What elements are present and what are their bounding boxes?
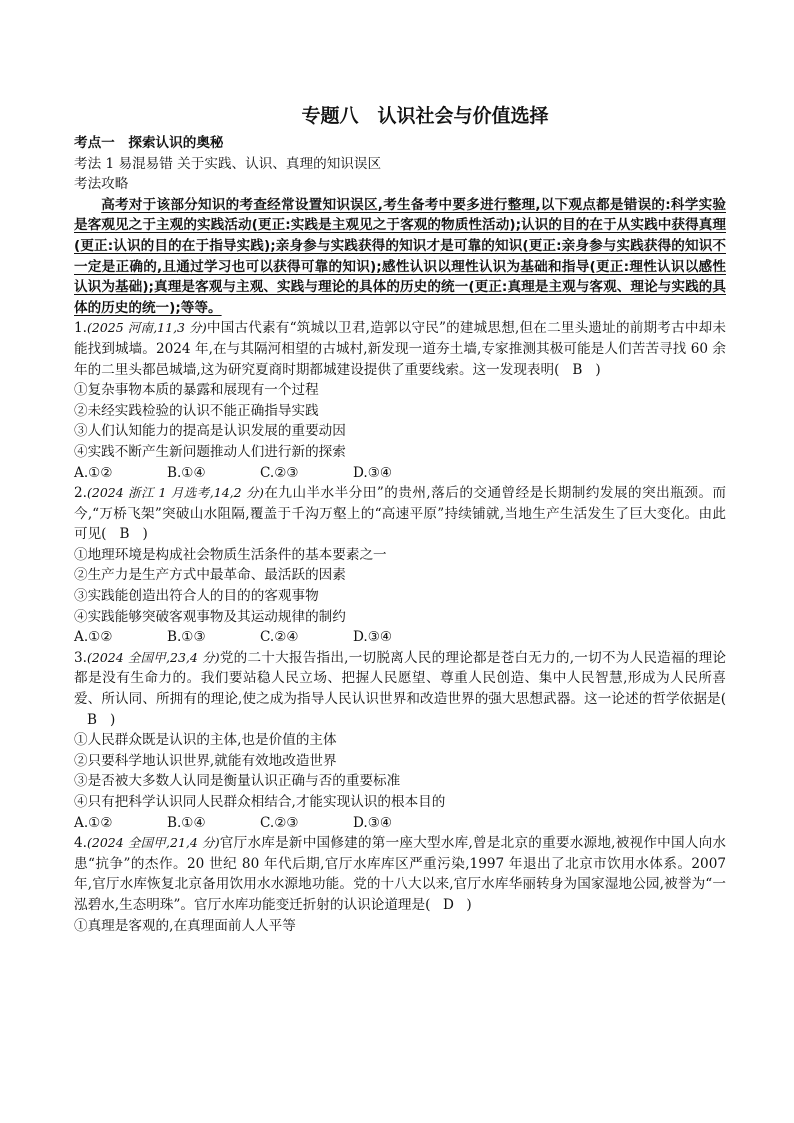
exam-point-heading xyxy=(74,133,726,154)
option-c: C.②③ xyxy=(260,814,299,831)
option-c: C.②④ xyxy=(260,629,299,646)
option-a: A.①② xyxy=(74,629,113,646)
option-d: D.③④ xyxy=(353,464,393,481)
statement-item: ①复杂事物本质的暴露和展现有一个过程 xyxy=(74,382,319,399)
option-c: C.②③ xyxy=(260,464,299,481)
strategy-label: 考法攻略 xyxy=(74,176,129,193)
option-b: B.①③ xyxy=(167,629,206,646)
question-text: 官厅水库是新中国修建的第一座大型水库,曾是北京的重要水源地,被视作中国人向水患“抗争”的杰作。20 世纪 80 年代后期,官厅水库库区严重污染,1997 年退出了北京市饮用水体系。2007 年,官厅水库恢复北京备用饮用水水源地功能。党的十八大以来,官厅水库华丽转身为国家湿地公园,被誉为“一泓碧水,生态明珠”。官厅水库功能变迁折射的认识论道理是( xyxy=(74,835,726,913)
question-number: 1. xyxy=(74,320,87,337)
question-1 xyxy=(74,318,726,483)
question-number: 2. xyxy=(74,485,87,502)
question-2 xyxy=(74,483,726,648)
question-source: (2024 浙江 1 月选考,14,2 分) xyxy=(86,485,264,501)
question-number: 4. xyxy=(74,835,87,852)
statement-item: ②未经实践检验的认识不能正确指导实践 xyxy=(74,402,319,419)
strategy-paragraph: 高考对于该部分知识的考查经常设置知识误区,考生备考中要多进行整理,以下观点都是错误的:科学实验是客观见之于主观的实践活动(更正:实践是主观见之于客观的物质性活动);认识的目的在于从实践中获得真理(更正:认识的目的在于指导实践);亲身参与实践获得的知识才是可靠的知识(更正:亲身参与实践获得的知识不一定是正确的,且通过学习也可以获得可靠的知识);感性认识以理性认识为基础和指导(更正:理性认识以感性认识为基础);真理是客观与主观、实践与理论的具体的历史的统一(更正:真理是主观与客观、理论与实践的具体的历史的统一);等等。 xyxy=(74,196,726,316)
question-stem: 3.(2024 全国甲,23,4 分)党的二十大报告指出,一切脱离人民的理论都是苍白无力的,一切不为人民造福的理论都是没有生命力的。我们要站稳人民立场、把握人民愿望、尊重人民创造、集中人民智慧,形成为人民所喜爱、所认同、所拥有的理论,使之成为指导人民认识世界和改造世界的强大思想武器。这一论述的哲学依据是(B ) xyxy=(74,648,726,730)
option-d: D.③④ xyxy=(353,629,393,646)
question-text: 中国古代素有“筑城以卫君,造郭以守民”的建城思想,但在二里头遗址的前期考古中却未能找到城墙。2024 年,在与其隔河相望的古城村,新发现一道夯土墙,专家推测其极可能是人们苦苦寻找 60 余年的二里头都邑城墙,这为研究夏商时期都城建设提供了重要线索。这一发现表明( xyxy=(74,320,726,378)
question-stem: 1.(2025 河南,11,3 分)中国古代素有“筑城以卫君,造郭以守民”的建城思想,但在二里头遗址的前期考古中却未能找到城墙。2024 年,在与其隔河相望的古城村,新发现一道夯土墙,专家推测其极可能是人们苦苦寻找 60 余年的二里头都邑城墙,这为研究夏商时期都城建设提供了重要线索。这一发现表明( B ) xyxy=(74,318,726,380)
option-a: A.①② xyxy=(74,464,113,481)
content-area xyxy=(74,101,726,936)
option-a: A.①② xyxy=(74,814,113,831)
option-b: B.①④ xyxy=(167,464,206,481)
answer-options xyxy=(74,813,726,834)
statement-item: ①人民群众既是认识的主体,也是价值的主体 xyxy=(74,732,337,749)
statement-item: ③是否被大多数人认同是衡量认识正确与否的重要标准 xyxy=(74,773,401,790)
question-source: (2024 全国甲,23,4 分) xyxy=(86,649,220,665)
option-d: D.③④ xyxy=(353,814,393,831)
question-3 xyxy=(74,648,726,833)
statement-item: ①真理是客观的,在真理面前人人平等 xyxy=(74,917,296,934)
question-number: 3. xyxy=(74,649,87,666)
question-list xyxy=(74,318,726,936)
exam-method-heading: 考法 1 易混易错 关于实践、认识、真理的知识误区 xyxy=(74,155,382,172)
exam-point-label: 考点一 xyxy=(74,135,115,151)
question-source: (2025 河南,11,3 分) xyxy=(86,320,207,336)
answer-letter: B xyxy=(87,711,97,728)
statement-item: ④实践不断产生新问题推动人们进行新的探索 xyxy=(74,443,346,460)
option-b: B.①④ xyxy=(167,814,206,831)
question-4 xyxy=(74,833,726,936)
question-stem: 2.(2024 浙江 1 月选考,14,2 分)在九山半水半分田”的贵州,落后的交通曾经是长期制约发展的突出瓶颈。而今,“万桥飞架”突破山水阻隔,覆盖于千沟万壑上的“高速平原”持续铺就,当地生产生活发生了巨大变化。由此可见( B ) xyxy=(74,483,726,545)
question-stem: 4.(2024 全国甲,21,4 分)官厅水库是新中国修建的第一座大型水库,曾是北京的重要水源地,被视作中国人向水患“抗争”的杰作。20 世纪 80 年代后期,官厅水库库区严重污染,1997 年退出了北京市饮用水体系。2007 年,官厅水库恢复北京备用饮用水水源地功能。党的十八大以来,官厅水库华丽转身为国家湿地公园,被誉为“一泓碧水,生态明珠”。官厅水库功能变迁折射的认识论道理是( D ) xyxy=(74,833,726,915)
exam-point-text: 探索认识的奥秘 xyxy=(114,135,224,151)
statement-item: ②只要科学地认识世界,就能有效地改造世界 xyxy=(74,752,337,769)
question-source: (2024 全国甲,21,4 分) xyxy=(86,835,220,851)
answer-letter: B xyxy=(119,526,130,543)
answer-letter: D xyxy=(442,896,454,913)
page-title: 专题八 认识社会与价值选择 xyxy=(301,105,549,127)
statement-item: ③实践能创造出符合人的目的的客观事物 xyxy=(74,588,319,605)
statement-item: ④只有把科学认识同人民群众相结合,才能实现认识的根本目的 xyxy=(74,794,446,810)
statement-item: ①地理环境是构成社会物质生活条件的基本要素之一 xyxy=(74,546,387,563)
answer-options xyxy=(74,627,726,648)
statement-item: ②生产力是生产方式中最革命、最活跃的因素 xyxy=(74,567,346,584)
statement-item: ③人们认知能力的提高是认识发展的重要动因 xyxy=(74,423,346,440)
statement-item: ④实践能够突破客观事物及其运动规律的制约 xyxy=(74,608,346,625)
answer-letter: B xyxy=(572,361,583,378)
question-text: 党的二十大报告指出,一切脱离人民的理论都是苍白无力的,一切不为人民造福的理论都是没有生命力的。我们要站稳人民立场、把握人民愿望、尊重人民创造、集中人民智慧,形成为人民所喜爱、所认同、所拥有的理论,使之成为指导人民认识世界和改造世界的强大思想武器。这一论述的哲学依据是( xyxy=(74,649,726,708)
question-text: 在九山半水半分田”的贵州,落后的交通曾经是长期制约发展的突出瓶颈。而今,“万桥飞架”突破山水阻隔,覆盖于千沟万壑上的“高速平原”持续铺就,当地生产生活发生了巨大变化。由此可见( xyxy=(74,485,726,543)
answer-options xyxy=(74,463,726,484)
